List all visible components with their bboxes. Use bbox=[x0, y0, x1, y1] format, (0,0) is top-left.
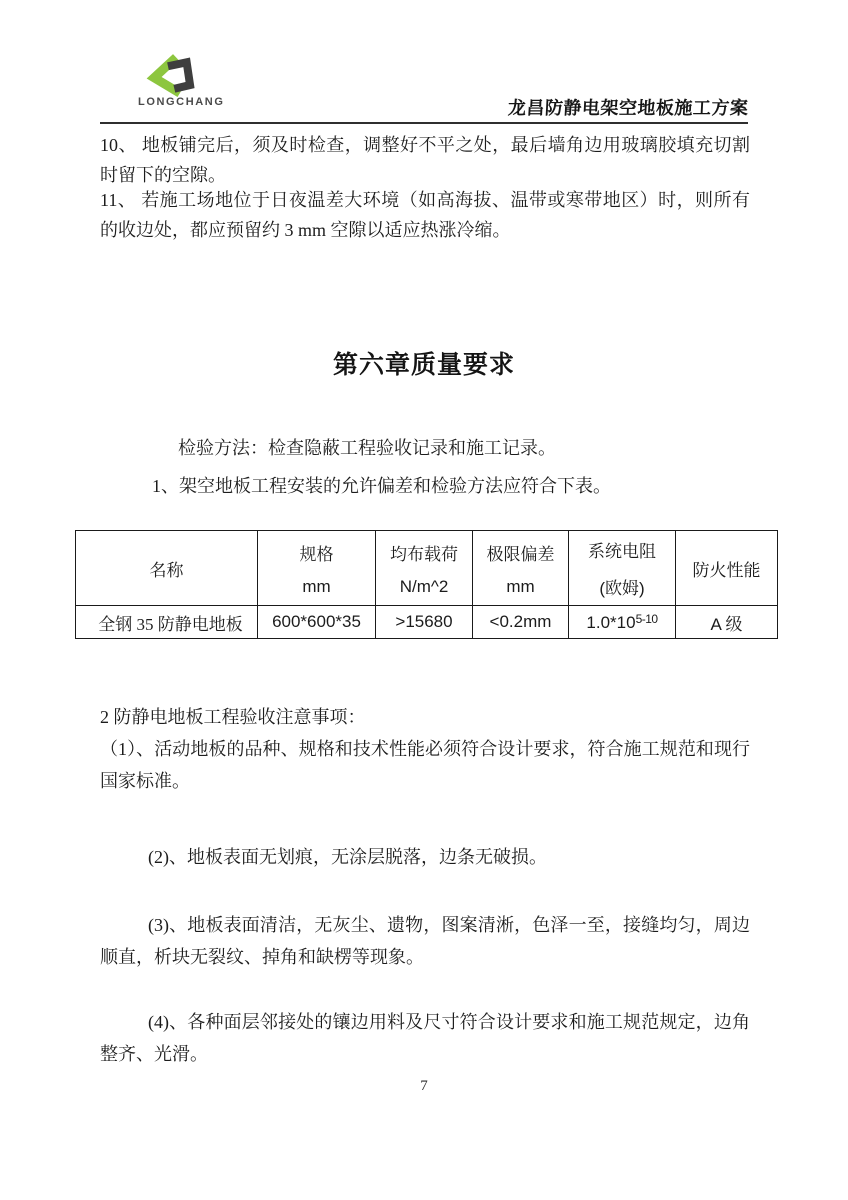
note-4: (4)、各种面层邻接处的镶边用料及尺寸符合设计要求和施工规范规定，边角整齐、光滑。 bbox=[100, 1012, 750, 1064]
note-1: （1）、活动地板的品种、规格和技术性能必须符合设计要求，符合施工规范和现行国家标准。 bbox=[100, 739, 750, 791]
col-header-deviation-line1: 极限偏差 bbox=[486, 544, 555, 564]
header-divider bbox=[100, 122, 748, 124]
logo-chevron-icon bbox=[144, 54, 198, 98]
col-header-fire bbox=[676, 531, 778, 606]
cell-resistance bbox=[569, 606, 676, 639]
paragraph-item-11: 11、 若施工场地位于日夜温差大环境（如高海拔、温带或寒带地区）时，则所有的收边处，都应预留约 3 mm 空隙以适应热涨冷缩。 bbox=[100, 190, 750, 240]
notes-title: 2 防静电地板工程验收注意事项： bbox=[100, 707, 366, 727]
page-number: 7 bbox=[420, 1078, 428, 1094]
col-header-resistance-line2: (欧姆) bbox=[599, 579, 645, 598]
header-doc-title: 龙昌防静电架空地板施工方案 bbox=[506, 98, 749, 118]
cell-deviation: <0.2mm bbox=[473, 606, 569, 639]
note-3: (3)、地板表面清洁，无灰尘、遗物，图案清淅，色泽一至，接缝均匀，周边顺直，析块无裂纹、掉角和缺楞等现象。 bbox=[100, 915, 750, 967]
table-row bbox=[76, 606, 778, 639]
cell-fire-rating: A 级 bbox=[676, 606, 778, 639]
note-2: (2)、地板表面无划痕，无涂层脱落，边条无破损。 bbox=[148, 847, 547, 867]
col-header-name bbox=[76, 531, 258, 606]
table-header-row bbox=[76, 531, 778, 606]
resistance-exponent: 5-10 bbox=[635, 611, 658, 626]
spec-table bbox=[75, 530, 778, 639]
cell-spec: 600*600*35 bbox=[258, 606, 376, 639]
col-header-deviation-line2: mm bbox=[506, 576, 535, 596]
col-header-spec-line2: mm bbox=[302, 576, 331, 596]
col-header-spec bbox=[258, 531, 376, 606]
inspection-method-line: 检验方法：检查隐蔽工程验收记录和施工记录。 bbox=[178, 438, 556, 458]
cell-product-name: 全钢 35 防静电地板 bbox=[76, 606, 258, 639]
col-header-load-line1: 均布载荷 bbox=[390, 544, 458, 564]
col-header-name-line1: 名称 bbox=[149, 560, 184, 580]
col-header-resistance bbox=[569, 531, 676, 606]
col-header-deviation bbox=[473, 531, 569, 606]
logo-icon bbox=[144, 54, 248, 98]
col-header-load bbox=[376, 531, 473, 606]
col-header-fire-line1: 防火性能 bbox=[692, 560, 761, 580]
cell-load: >15680 bbox=[376, 606, 473, 639]
longchang-logo bbox=[138, 54, 248, 108]
logo-text: LONGCHANG bbox=[138, 96, 225, 108]
col-header-resistance-line1: 系统电阻 bbox=[588, 542, 656, 561]
resistance-base: 1.0*10 bbox=[586, 612, 636, 632]
col-header-load-line2: N/m^2 bbox=[399, 576, 449, 596]
paragraph-item-10: 10、 地板铺完后，须及时检查，调整好不平之处，最后墙角边用玻璃胶填充切割时留下的空隙。 bbox=[100, 135, 750, 185]
col-header-spec-line1: 规格 bbox=[299, 544, 334, 564]
chapter-title: 第六章质量要求 bbox=[332, 352, 515, 379]
table-intro-line: 1、架空地板工程安装的允许偏差和检验方法应符合下表。 bbox=[152, 476, 611, 496]
